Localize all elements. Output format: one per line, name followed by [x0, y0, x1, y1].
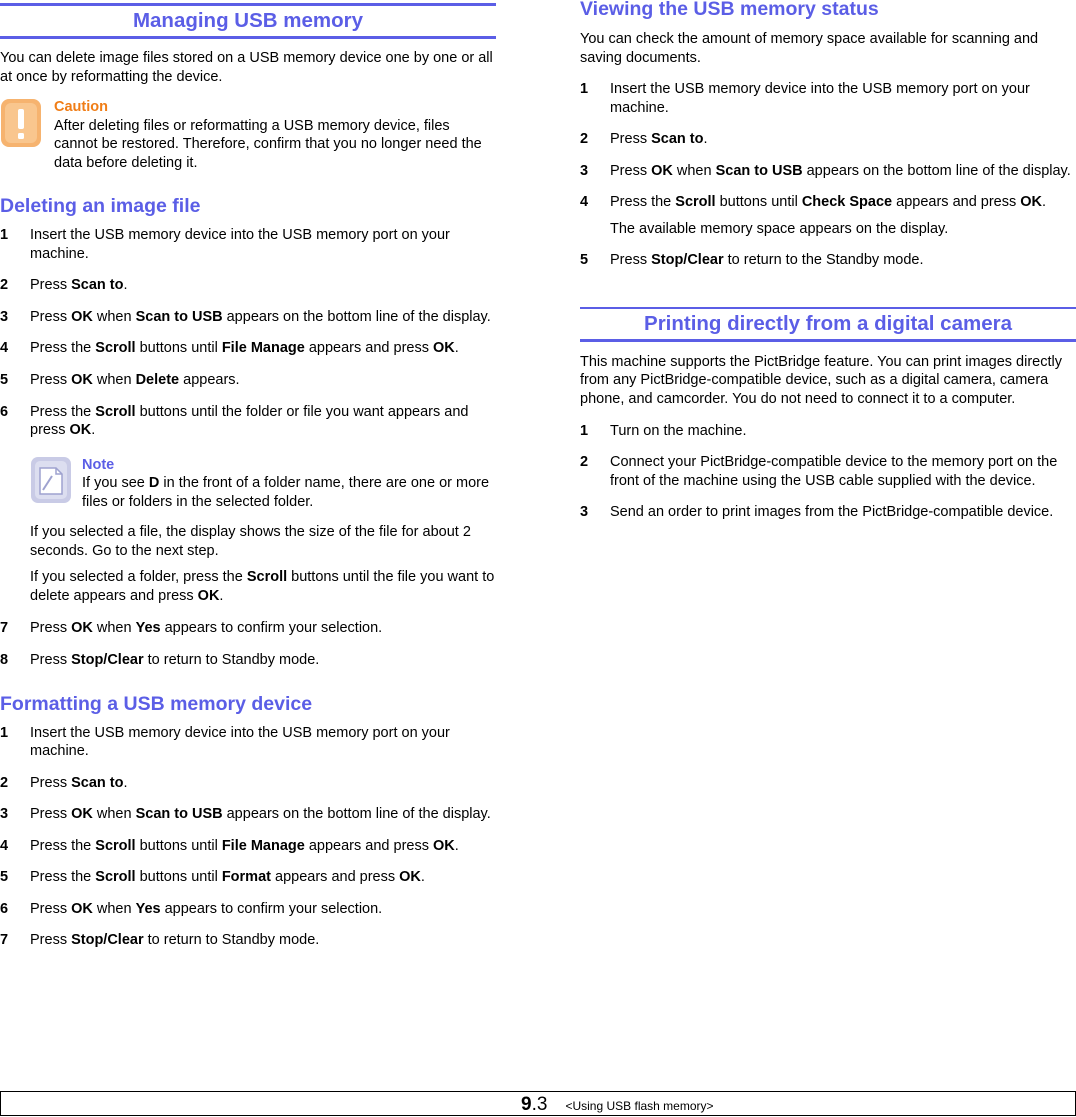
step-number: 2 — [0, 277, 9, 294]
step-text: Press Scan to. — [30, 277, 128, 294]
step-number: 6 — [0, 403, 9, 420]
step-item — [580, 80, 1076, 117]
step-item — [0, 900, 496, 919]
step-item — [0, 931, 496, 950]
caution-text: After deleting files or reformatting a USB memory device, files cannot be restored. Therefore, confirm that you no longer need the data before deleting it. — [54, 117, 482, 171]
note-box — [30, 456, 496, 512]
section-title-delete: Deleting an image file — [0, 195, 201, 218]
step-number: 7 — [0, 620, 9, 637]
step-number: 5 — [580, 252, 589, 269]
step-item — [580, 251, 1076, 270]
section-title-format: Formatting a USB memory device — [0, 692, 313, 715]
caution-icon — [0, 98, 42, 148]
step-text: Insert the USB memory device into the USB memory port on your machine. — [30, 724, 450, 760]
step-number: 2 — [0, 774, 9, 791]
step-item — [580, 422, 1076, 441]
step-text: Press OK when Scan to USB appears on the bottom line of the display. — [30, 806, 491, 823]
caution-box — [0, 98, 496, 172]
right-column — [580, 0, 1076, 522]
status-intro: You can check the amount of memory space available for scanning and saving documents. — [580, 31, 1039, 66]
step-subtext: If you selected a file, the display shows the size of the file for about 2 seconds. Go to the next step. — [30, 524, 471, 559]
step-number: 1 — [0, 724, 9, 741]
step-text: Connect your PictBridge-compatible device to the memory port on the front of the machine using the USB cable supplied with the device. — [610, 454, 1058, 489]
step-text: Press OK when Yes appears to confirm your selection. — [30, 620, 383, 637]
step-subtext: If you selected a folder, press the Scroll buttons until the file you want to delete appears and press OK. — [30, 569, 495, 604]
step-item — [0, 339, 496, 358]
section-title-camera: Printing directly from a digital camera — [580, 307, 1076, 342]
status-steps — [580, 80, 1076, 270]
intro-text: You can delete image files stored on a USB memory device one by one or all at once by reformatting the device. — [0, 50, 493, 85]
step-number: 8 — [0, 652, 9, 669]
step-text: Press the Scroll buttons until Format appears and press OK. — [30, 869, 425, 886]
step-number: 2 — [580, 131, 589, 148]
footer-chapter-name: <Using USB flash memory> — [565, 1099, 714, 1113]
step-item — [0, 868, 496, 887]
step-text: Insert the USB memory device into the USB memory port on your machine. — [610, 81, 1030, 116]
step-number: 3 — [580, 504, 589, 521]
step-number: 5 — [0, 372, 9, 389]
step-item — [0, 651, 496, 670]
step-text: Press the Scroll buttons until File Manage appears and press OK. — [30, 340, 459, 357]
step-item — [0, 774, 496, 793]
step-number: 5 — [0, 869, 9, 886]
step-text: Press the Scroll buttons until Check Space appears and press OK. — [610, 194, 1047, 211]
section-title-status: Viewing the USB memory status — [580, 0, 879, 20]
step-item — [0, 619, 496, 638]
step-number: 3 — [0, 806, 9, 823]
step-item — [0, 724, 496, 761]
step-text: Press OK when Scan to USB appears on the bottom line of the display. — [610, 162, 1071, 179]
step-item — [0, 837, 496, 856]
step-item — [580, 503, 1076, 522]
note-text: If you see D in the front of a folder name, there are one or more files or folders in the selected folder. — [82, 475, 490, 510]
step-item — [580, 130, 1076, 149]
step-number: 3 — [580, 162, 589, 179]
step-number: 4 — [0, 340, 9, 357]
step-text: Press the Scroll buttons until File Manage appears and press OK. — [30, 837, 459, 854]
step-text: Press Stop/Clear to return to Standby mode. — [30, 652, 320, 669]
step-item — [0, 276, 496, 295]
step-number: 1 — [580, 81, 589, 98]
camera-intro: This machine supports the PictBridge feature. You can print images directly from any PictBridge-compatible device, such as a digital camera, camera phone, and camcorder. You do not need to connect it to a computer. — [580, 353, 1062, 408]
step-text: Press Stop/Clear to return to Standby mode. — [30, 932, 320, 949]
step-number: 7 — [0, 932, 9, 949]
page-footer — [0, 1091, 1076, 1116]
left-column — [0, 0, 496, 950]
step-text: Press Stop/Clear to return to the Standby mode. — [610, 252, 924, 269]
step-subtext: The available memory space appears on the display. — [610, 220, 949, 237]
step-number: 1 — [580, 422, 589, 439]
step-item — [0, 805, 496, 824]
step-item — [0, 226, 496, 263]
step-text: Insert the USB memory device into the USB memory port on your machine. — [30, 227, 450, 262]
step-text: Press the Scroll buttons until the folder or file you want appears and press OK. — [30, 403, 469, 439]
chapter-title: Managing USB memory — [0, 3, 496, 39]
note-icon — [30, 456, 72, 504]
note-label: Note — [82, 456, 115, 473]
delete-steps — [0, 226, 496, 669]
step-text: Press OK when Scan to USB appears on the bottom line of the display. — [30, 308, 491, 325]
step-number: 4 — [0, 837, 9, 854]
step-text: Press OK when Yes appears to confirm your selection. — [30, 900, 383, 917]
camera-steps — [580, 422, 1076, 522]
step-text: Turn on the machine. — [610, 422, 747, 439]
step-number: 3 — [0, 308, 9, 325]
step-item — [0, 308, 496, 327]
step-item — [580, 162, 1076, 181]
step-item — [580, 193, 1076, 212]
format-steps — [0, 724, 496, 950]
step-number: 2 — [580, 454, 589, 471]
step-item — [0, 371, 496, 390]
caution-label: Caution — [54, 99, 108, 116]
step-text: Send an order to print images from the PictBridge-compatible device. — [610, 504, 1054, 521]
step-number: 1 — [0, 227, 9, 244]
step-text: Press Scan to. — [30, 774, 128, 791]
step-number: 6 — [0, 900, 9, 917]
step-text: Press Scan to. — [610, 131, 708, 148]
step-item — [580, 453, 1076, 490]
page-number: 9.3 — [521, 1094, 548, 1115]
step-item — [0, 403, 496, 440]
step-number: 4 — [580, 194, 589, 211]
step-text: Press OK when Delete appears. — [30, 372, 240, 389]
